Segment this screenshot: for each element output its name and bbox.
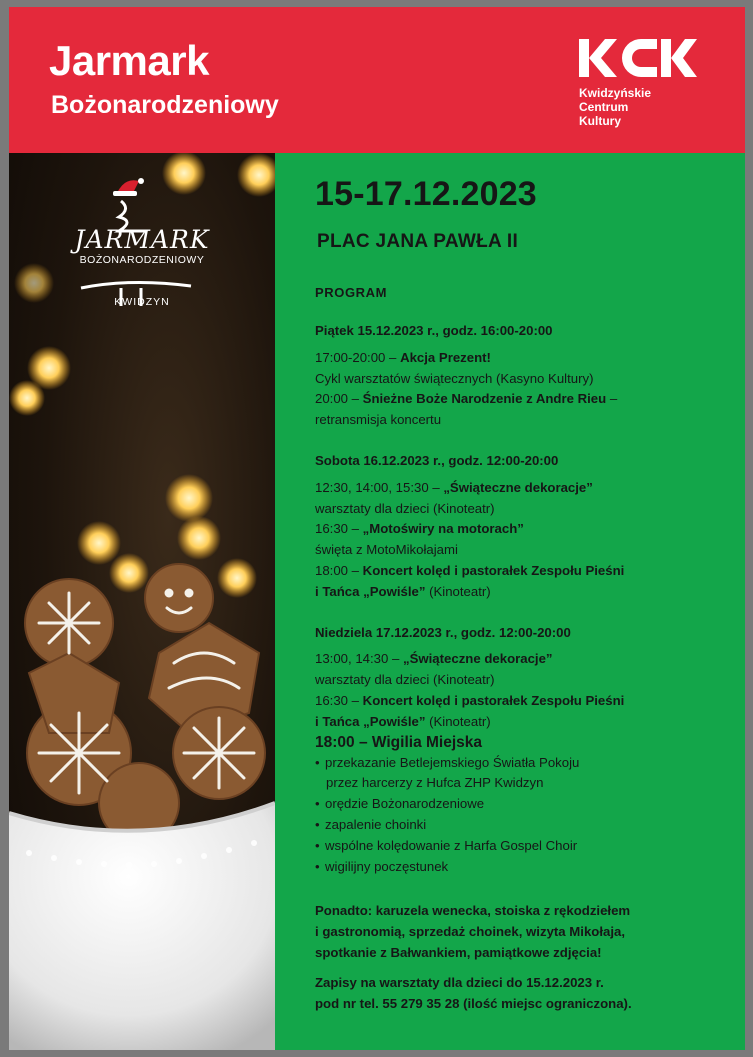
poster-page [9,7,745,1050]
vigil-bullet-5: • wigilijny poczęstunek [315,857,735,878]
extra-line-3: spotkanie z Bałwankiem, pamiątkowe zdjęcia! [315,944,602,960]
jarmark-badge [47,225,237,308]
badge-kwidzyn: KWIDZYN [114,296,170,308]
gingerbread-photo [9,153,275,1050]
sunday-item-1-desc: warsztaty dla dzieci (Kinoteatr) [315,672,495,688]
friday-item-1-desc: Cykl warsztatów świątecznych (Kasyno Kultury) [315,370,594,386]
friday-item-2: 20:00 – Śnieżne Boże Narodzenie z Andre Rieu – [315,391,618,407]
kck-line-3: Kultury [579,114,621,128]
friday-item-2-desc: retransmisja koncertu [315,412,442,428]
signup-line-1: Zapisy na warsztaty dla dzieci do 15.12.2023 r. [315,975,604,990]
program-panel [275,153,745,1050]
extra-line-1: Ponadto: karuzela wenecka, stoiska z rękodziełem [315,903,631,918]
vigil-bullet-4: • wspólne kolędowanie z Harfa Gospel Choir [315,836,735,857]
poster-subtitle: Bożonarodzeniowy [51,91,279,119]
saturday-heading: Sobota 16.12.2023 r., godz. 12:00-20:00 [315,452,559,468]
vigil-bullet-1: • przekazanie Betlejemskiego Światła Pokoju [315,753,735,774]
vigil-bullet-1-cont: przez harcerzy z Hufca ZHP Kwidzyn [326,775,544,791]
saturday-item-3: 18:00 – Koncert kolęd i pastorałek Zespołu Pieśni [315,562,625,578]
signup-info [315,973,735,1015]
saturday-item-1-desc: warsztaty dla dzieci (Kinoteatr) [315,500,495,516]
saturday-item-1: 12:30, 14:00, 15:30 – „Świąteczne dekoracje” [315,479,593,495]
friday-heading: Piątek 15.12.2023 r., godz. 16:00-20:00 [315,323,553,338]
santa-hat-icon [113,178,144,196]
vigil-heading: 18:00 – Wigilia Miejska [315,733,482,751]
poster-title: Jarmark [49,37,209,84]
schedule [315,321,735,877]
kck-line-2: Centrum [579,100,629,114]
signup-line-2: pod nr tel. 55 279 35 28 (ilość miejsc ograniczona). [315,995,632,1011]
sunday-heading: Niedziela 17.12.2023 r., godz. 12:00-20:00 [315,624,571,640]
saturday-item-2-desc: święta z MotoMikołajami [315,542,458,558]
sunday-item-1: 13:00, 14:30 – „Świąteczne dekoracje” [315,651,553,667]
event-place: PLAC JANA PAWŁA II [317,231,519,252]
kck-line-1: Kwidzyńskie [579,86,652,100]
program-label: PROGRAM [315,285,388,300]
friday-item-1: 17:00-20:00 – Akcja Prezent! [315,349,491,365]
additional-attractions [315,901,735,963]
vigil-bullet-3: • zapalenie choinki [315,815,735,836]
sunday-item-2-cont: i Tańca „Powiśle” (Kinoteatr) [315,713,491,729]
saturday-item-3-cont: i Tańca „Powiśle” (Kinoteatr) [315,583,491,599]
badge-bozonarodzeniowy: BOŻONARODZENIOWY [79,254,205,266]
sunday-item-2: 16:30 – Koncert kolęd i pastorałek Zespołu Pieśni [315,692,625,708]
event-date: 15-17.12.2023 [315,175,537,213]
kck-logo-text [579,86,651,128]
header-banner [9,7,745,153]
extra-line-2: i gastronomią, sprzedaż choinek, wizyta Mikołaja, [315,923,625,939]
badge-jarmark: JARMARK [74,225,210,254]
saturday-item-2: 16:30 – „Motoświry na motorach” [315,521,524,537]
kck-logo-icon [579,37,697,79]
vigil-bullet-2: • orędzie Bożonarodzeniowe [315,794,735,815]
